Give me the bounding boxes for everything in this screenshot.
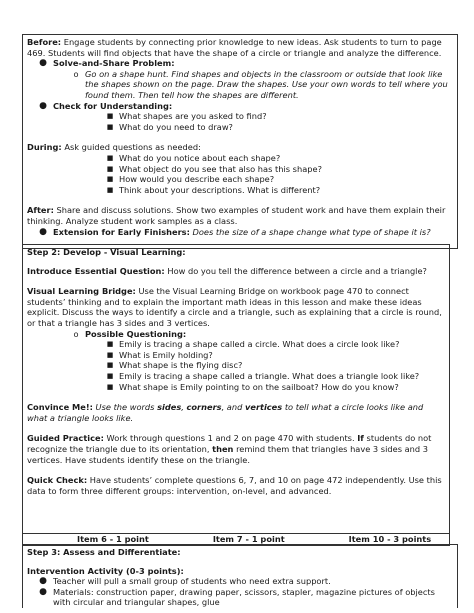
score-item-10: Item 10 - 3 points (348, 534, 432, 545)
during-label: During: (27, 142, 62, 153)
check-item (27, 101, 453, 112)
list-item-text: What object do you see that also has this shape? (119, 163, 322, 174)
solve-share-item (27, 58, 453, 69)
bullet-icon: ● (39, 58, 47, 69)
extension-label: Extension for Early Finishers: (53, 226, 190, 237)
convince-word: corners (186, 402, 222, 413)
guided-if: If (357, 433, 364, 444)
circle-bullet-icon: o (73, 328, 79, 339)
convince-me (27, 402, 445, 423)
check-label: Check for Understanding: (53, 100, 173, 111)
list-item-text: Emily is tracing a shape called a circle. What does a circle look like? (119, 339, 400, 350)
convince-text: , and (221, 402, 243, 413)
after-label: After: (27, 205, 54, 216)
section-before-during-after (22, 34, 458, 249)
list-item-text: Emily is tracing a shape called a triangle. What does a triangle look like? (119, 370, 420, 381)
convince-label: Convince Me!: (27, 402, 93, 413)
possible-label: Possible Questioning: (85, 328, 187, 339)
list-item-text: What shapes are you asked to find? (119, 111, 267, 122)
solve-share-label: Solve-and-Share Problem: (53, 58, 175, 69)
essential-label: Introduce Essential Question: (27, 265, 165, 276)
list-item-text: Materials: construction paper, drawing paper, scissors, stapler, magazine pictures of objects with circular and triangular shapes, glue (53, 586, 435, 608)
quick-text: Have students’ complete questions 6, 7, and 10 on page 472 independently. Use this data to form three different groups: intervention, on-level, and advanced. (27, 475, 442, 496)
square-bullet-icon: ■ (106, 112, 114, 121)
before-label: Before: (27, 37, 62, 47)
square-bullet-icon: ■ (106, 122, 114, 131)
list-item-text: What shape is Emily pointing to on the sailboat? How do you know? (119, 381, 399, 392)
before-paragraph (27, 37, 453, 58)
quick-label: Quick Check: (27, 475, 88, 486)
step3-header: Step 3: Assess and Differentiate: (27, 547, 181, 557)
circle-bullet-icon: o (73, 68, 79, 79)
list-item (27, 350, 445, 361)
list-item-text: What is Emily holding? (119, 349, 213, 360)
intervention-label: Intervention Activity (0-3 points): (27, 565, 184, 576)
lesson-plan-page (22, 34, 450, 608)
solve-share-text: Go on a shape hunt. Find shapes and objects in the classroom or outside that look like the shapes shown on the page. Draw the shapes. Use your own words to tell where you found them. Then tell how the shapes are different. (85, 68, 448, 100)
list-item (27, 111, 453, 122)
step2-header: Step 2: Develop - Visual Learning: (27, 247, 186, 257)
convince-text: to tell what a circle looks like and what a triangle looks like. (27, 402, 424, 423)
score-item-7: Item 7 - 1 point (212, 534, 285, 545)
list-item-text: What shape is the flying disc? (119, 360, 243, 371)
list-item (27, 360, 445, 371)
list-item (27, 153, 453, 164)
list-item-text: How would you describe each shape? (119, 174, 275, 185)
square-bullet-icon: ■ (106, 185, 114, 194)
list-item (27, 164, 453, 175)
solve-share-problem (27, 69, 453, 101)
convince-text: Use the words (95, 402, 155, 413)
convince-word: sides (157, 402, 182, 413)
square-bullet-icon: ■ (106, 175, 114, 184)
extension-text: Does the size of a shape change what type of shape it is? (192, 226, 431, 237)
extension-item (27, 227, 453, 238)
quick-check (27, 475, 445, 496)
list-item (27, 576, 453, 587)
convince-word: vertices (244, 402, 283, 413)
bullet-icon: ● (39, 586, 47, 597)
convince-text: , (181, 402, 184, 413)
bridge-label: Visual Learning Bridge: (27, 286, 136, 297)
guided-practice (27, 433, 445, 465)
list-item (27, 185, 453, 196)
square-bullet-icon: ■ (106, 371, 114, 380)
guided-label: Guided Practice: (27, 433, 104, 444)
list-item-text: What do you need to draw? (119, 121, 233, 132)
score-item-6: Item 6 - 1 point (77, 534, 149, 545)
list-item-text: Think about your descriptions. What is different? (119, 184, 321, 195)
bridge-text: Use the Visual Learning Bridge on workbook page 470 to connect students’ thinking and to explain the important math ideas in this lesson and make these ideas explicit. Discuss the ways to identify a circle and a triangle, such as explaining that a circle is round, or that a triangle has 3 sides and 3 vertices. (27, 286, 442, 328)
essential-question (27, 266, 445, 277)
possible-questioning-item (27, 329, 445, 340)
bullet-icon: ● (39, 100, 47, 111)
guided-text: Work through questions 1 and 2 on page 470 with students. (106, 433, 355, 444)
guided-text: remind them that triangles have 3 sides and 3 vertices. Have students identify these on the triangle. (27, 443, 429, 465)
bullet-icon: ● (39, 576, 47, 587)
square-bullet-icon: ■ (106, 382, 114, 391)
square-bullet-icon: ■ (106, 340, 114, 349)
after-paragraph (27, 205, 453, 226)
visual-learning-bridge (27, 286, 445, 328)
during-text: Ask guided questions as needed: (64, 142, 201, 153)
list-item (27, 382, 445, 393)
square-bullet-icon: ■ (106, 164, 114, 173)
section-step2 (22, 244, 450, 546)
during-paragraph (27, 142, 453, 153)
list-item-text: What do you notice about each shape? (119, 152, 281, 163)
square-bullet-icon: ■ (106, 361, 114, 370)
after-text: Share and discuss solutions. Show two examples of student work and have them explain their thinking. Analyze student work samples as a class. (27, 205, 446, 226)
before-text: Engage students by connecting prior knowledge to new ideas. Ask students to turn to page 469. Students will find objects that have the shape of a circle or triangle and analyze the difference. (27, 37, 442, 58)
essential-text: How do you tell the difference between a circle and a triangle? (167, 265, 427, 276)
list-item (27, 587, 453, 608)
list-item (27, 174, 453, 185)
list-item (27, 122, 453, 133)
list-item-text: Teacher will pull a small group of students who need extra support. (53, 576, 331, 587)
square-bullet-icon: ■ (106, 153, 114, 162)
square-bullet-icon: ■ (106, 350, 114, 359)
guided-then: then (212, 443, 234, 454)
section-step3 (22, 544, 458, 608)
bullet-icon: ● (39, 226, 47, 237)
list-item (27, 339, 445, 350)
list-item (27, 371, 445, 382)
guided-text: students do not recognize the triangle due to its orientation, (27, 433, 432, 454)
